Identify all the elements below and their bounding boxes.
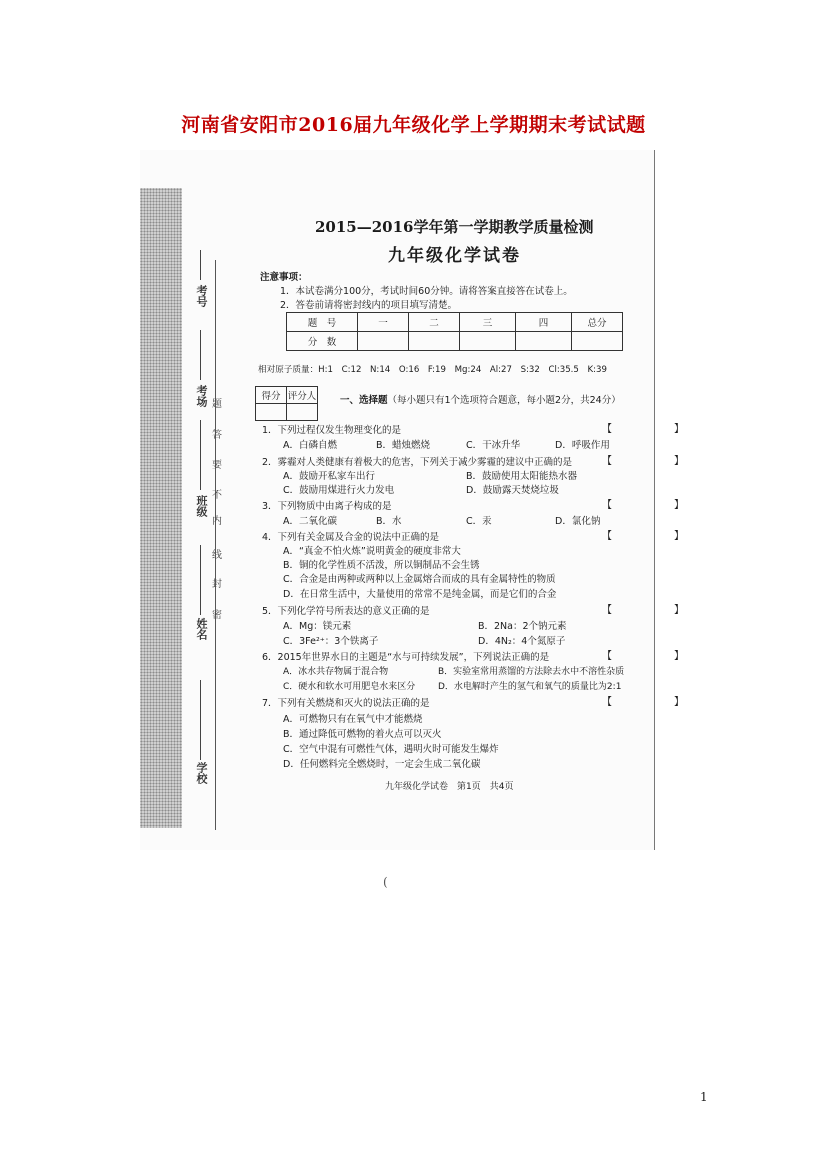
table-cell: 得分 bbox=[256, 387, 287, 404]
option-b: B．水 bbox=[376, 516, 402, 527]
score-table-header-row bbox=[287, 313, 623, 332]
answer-bracket[interactable]: 【 】 bbox=[602, 456, 698, 467]
seal-char: 要 bbox=[212, 460, 222, 471]
atomic-masses: 相对原子质量：H:1 C:12 N:14 O:16 F:19 Mg:24 Al:27 S:32 Cl:35.5 K:39 bbox=[258, 365, 607, 375]
option-b: B．通过降低可燃物的着火点可以灭火 bbox=[283, 729, 442, 740]
option-b: B．实验室常用蒸馏的方法除去水中不溶性杂质 bbox=[438, 667, 625, 677]
table-cell: 评分人 bbox=[287, 387, 318, 404]
option-c: C．硬水和软水可用肥皂水来区分 bbox=[283, 682, 416, 692]
table-cell: 二 bbox=[409, 313, 460, 332]
option-b: B．2Na：2个钠元素 bbox=[478, 621, 567, 632]
answer-bracket[interactable]: 【 】 bbox=[602, 697, 698, 708]
option-c: C．干冰升华 bbox=[466, 440, 521, 451]
score-input-cell[interactable] bbox=[409, 332, 460, 351]
scanned-exam-page bbox=[140, 150, 698, 850]
score-input-cell[interactable] bbox=[572, 332, 623, 351]
option-d: D．水电解时产生的氢气和氧气的质量比为2:1 bbox=[438, 682, 622, 692]
page-number: 1 bbox=[700, 1090, 708, 1104]
table-cell: 一 bbox=[358, 313, 409, 332]
school-line bbox=[200, 680, 201, 760]
answer-bracket[interactable]: 【 】 bbox=[602, 531, 698, 542]
option-d: D．氯化钠 bbox=[555, 516, 601, 527]
score-input-cell[interactable] bbox=[256, 404, 287, 421]
table-cell: 题 号 bbox=[287, 313, 358, 332]
score-table bbox=[286, 312, 623, 351]
question-stem: 4．下列有关金属及合金的说法中正确的是 bbox=[262, 532, 440, 543]
score-input-cell[interactable] bbox=[287, 404, 318, 421]
option-a: A．Mg：镁元素 bbox=[283, 621, 352, 632]
question-stem: 5．下列化学符号所表达的意义正确的是 bbox=[262, 606, 430, 617]
seal-char: 不 bbox=[212, 490, 222, 501]
answer-bracket[interactable]: 【 】 bbox=[602, 424, 698, 435]
exam-heading: 2015—2016学年第一学期教学质量检测 bbox=[315, 218, 594, 236]
seal-line bbox=[215, 260, 216, 830]
option-d: D．鼓励露天焚烧垃圾 bbox=[466, 485, 559, 496]
option-c: C．汞 bbox=[466, 516, 492, 527]
stray-mark: ( bbox=[383, 875, 388, 889]
exam-room-label: 考场 bbox=[195, 385, 208, 407]
seal-char: 线 bbox=[212, 550, 222, 561]
option-c: C．空气中混有可燃性气体，遇明火时可能发生爆炸 bbox=[283, 744, 499, 755]
exam-room-line bbox=[200, 330, 201, 380]
note-item: 2．答卷前请将密封线内的项目填写清楚。 bbox=[280, 300, 458, 311]
question-stem: 2．雾霾对人类健康有着极大的危害，下列关于减少雾霾的建议中正确的是 bbox=[262, 457, 573, 468]
note-item: 1．本试卷满分100分，考试时间60分钟。请将答案直接答在试卷上。 bbox=[280, 286, 573, 297]
option-d: D．呼吸作用 bbox=[555, 440, 610, 451]
table-cell: 三 bbox=[460, 313, 516, 332]
seal-char: 题 bbox=[212, 399, 222, 410]
answer-bracket[interactable]: 【 】 bbox=[602, 651, 698, 662]
option-d: D．任何燃料完全燃烧时，一定会生成二氧化碳 bbox=[283, 759, 481, 770]
option-d: D．4N₂：4个氮原子 bbox=[478, 636, 566, 647]
section-description: （每小题只有1个选项符合题意，每小题2分，共24分） bbox=[387, 395, 621, 406]
seal-char: 密 bbox=[212, 610, 222, 621]
table-cell: 总分 bbox=[572, 313, 623, 332]
option-a: A．白磷自燃 bbox=[283, 440, 337, 451]
inner-page-footer: 九年级化学试卷 第1页 共4页 bbox=[385, 782, 514, 792]
section-heading bbox=[340, 392, 621, 406]
option-c: C．合金是由两种或两种以上金属熔合而成的具有金属特性的物质 bbox=[283, 574, 556, 585]
option-a: A．冰水共存物属于混合物 bbox=[283, 667, 389, 677]
question-stem: 6．2015年世界水日的主题是“水与可持续发展”，下列说法正确的是 bbox=[262, 652, 550, 663]
exam-subheading: 九年级化学试卷 bbox=[388, 246, 521, 266]
option-a: A．二氧化碳 bbox=[283, 516, 337, 527]
table-cell: 四 bbox=[516, 313, 572, 332]
score-table-score-row bbox=[287, 332, 623, 351]
question-stem: 7．下列有关燃烧和灭火的说法正确的是 bbox=[262, 698, 430, 709]
grader-box bbox=[255, 386, 318, 421]
answer-bracket[interactable]: 【 】 bbox=[602, 605, 698, 616]
exam-no-line bbox=[200, 250, 201, 280]
option-a: A．“真金不怕火炼”说明黄金的硬度非常大 bbox=[283, 546, 461, 557]
score-input-cell[interactable] bbox=[516, 332, 572, 351]
notes-title: 注意事项： bbox=[260, 272, 308, 283]
option-d: D．在日常生活中，大量使用的常常不是纯金属，而是它们的合金 bbox=[283, 589, 557, 600]
option-c: C．3Fe²⁺：3个铁离子 bbox=[283, 636, 379, 647]
exam-no-label: 考号 bbox=[195, 285, 208, 307]
option-b: B．铜的化学性质不活泼，所以铜制品不会生锈 bbox=[283, 560, 480, 571]
option-a: A．可燃物只有在氧气中才能燃烧 bbox=[283, 714, 423, 725]
seal-char: 答 bbox=[212, 430, 222, 441]
class-label: 班级 bbox=[195, 495, 208, 517]
binding-strip bbox=[140, 188, 182, 828]
option-b: B．鼓励使用太阳能热水器 bbox=[466, 471, 578, 482]
document-title: 河南省安阳市2016届九年级化学上学期期末考试试题 bbox=[181, 114, 646, 136]
question-stem: 3．下列物质中由离子构成的是 bbox=[262, 501, 392, 512]
question-stem: 1．下列过程仅发生物理变化的是 bbox=[262, 425, 402, 436]
answer-bracket[interactable]: 【 】 bbox=[602, 500, 698, 511]
seal-char: 内 bbox=[212, 516, 222, 527]
score-input-cell[interactable] bbox=[358, 332, 409, 351]
class-line bbox=[200, 420, 201, 490]
school-label: 学校 bbox=[195, 762, 208, 784]
seal-char: 封 bbox=[212, 579, 222, 590]
table-cell: 分 数 bbox=[287, 332, 358, 351]
option-b: B．蜡烛燃烧 bbox=[376, 440, 431, 451]
section-title: 一、选择题 bbox=[340, 395, 388, 406]
name-line bbox=[200, 545, 201, 615]
score-input-cell[interactable] bbox=[460, 332, 516, 351]
name-label: 姓名 bbox=[195, 618, 208, 640]
option-a: A．鼓励开私家车出行 bbox=[283, 471, 375, 482]
option-c: C．鼓励用煤进行火力发电 bbox=[283, 485, 395, 496]
